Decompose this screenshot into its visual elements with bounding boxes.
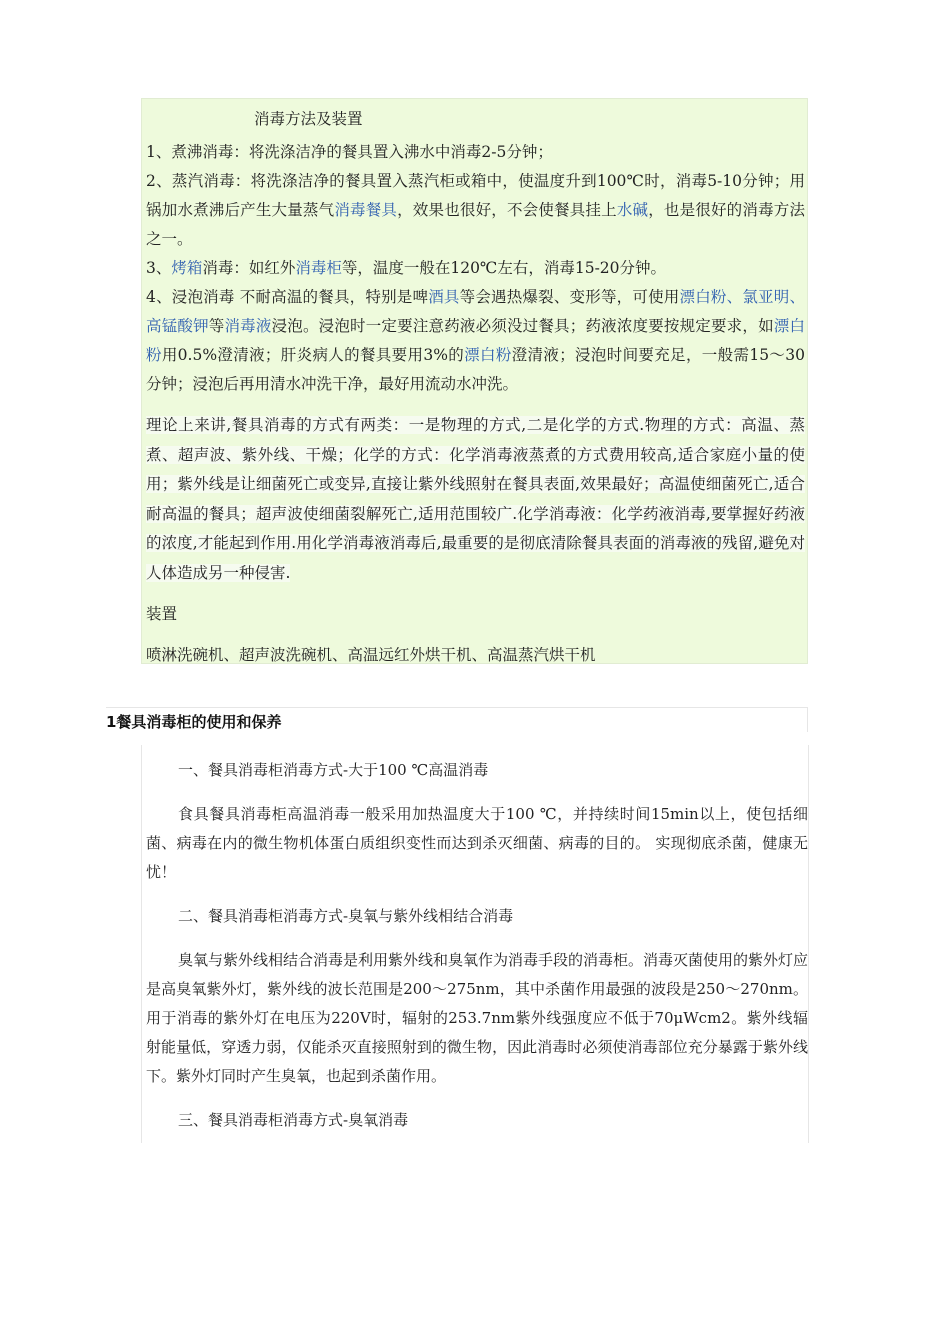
link-potassium-permanganate[interactable]: 高锰酸钾	[146, 317, 209, 335]
method-item	[146, 254, 805, 283]
link-oven[interactable]: 烤箱	[171, 259, 203, 277]
paragraph-high-temp: 食具餐具消毒柜高温消毒一般采用加热温度大于100 ℃，并持续时间15min以上，使包括细菌、病毒在内的微生物机体蛋白质组织变性而达到杀灭细菌、病毒的目的。 实现彻底杀菌，健康无忧！	[146, 805, 808, 881]
text-run: 消毒：如红外	[202, 259, 296, 277]
link-bleach-powder[interactable]: 漂白粉	[679, 288, 727, 306]
subheading-high-temp: 一、餐具消毒柜消毒方式-大于100 ℃高温消毒	[178, 761, 489, 779]
link-wine-ware[interactable]: 酒具	[428, 288, 460, 306]
equipment-list: 喷淋洗碗机、超声波洗碗机、高温远红外烘干机、高温蒸汽烘干机	[146, 646, 596, 664]
text-run: 等，温度一般在120℃左右，消毒15-20分钟。	[341, 259, 667, 277]
paragraph-ozone-uv: 臭氧与紫外线相结合消毒是利用紫外线和臭氧作为消毒手段的消毒柜。消毒灭菌使用的紫外灯应是高臭氧紫外灯，紫外线的波长范围是200～275nm，其中杀菌作用最强的波段是250～270nm。用于消毒的紫外灯在电压为220V时，辐射的253.7nm紫外线强度应不低于70μWcm2。紫外线辐射能量低，穿透力弱，仅能杀灭直接照射到的微生物，因此消毒时必须使消毒部位充分暴露于紫外线下。紫外灯同时产生臭氧，也起到杀菌作用。	[146, 951, 809, 1085]
text-run: 澄清液；浸泡时间要充足，一般需15～30分钟；浸泡后再用清水冲洗干净，最好用流动水冲洗。	[146, 346, 805, 393]
equipment-heading: 装置	[146, 605, 178, 623]
method-item	[146, 283, 805, 399]
link-bleach-powder[interactable]: 漂白粉	[464, 346, 512, 364]
text-run: 1、煮沸消毒：将洗涤洁净的餐具置入沸水中消毒2-5分钟；	[146, 143, 553, 161]
text-run: 2、蒸汽消毒：将洗涤洁净的餐具置入蒸汽柜或箱中，使温度升到100℃时，消毒5-10分钟；用锅加水煮沸后产生大量蒸气	[146, 172, 805, 219]
text-run: ，效果也很好，不会使餐具挂上	[397, 201, 617, 219]
text-run: 浸泡。浸泡时一定要注意药液必须没过餐具；药液浓度要按规定要求，如	[271, 317, 774, 335]
text-run: 用0.5%澄清液；肝炎病人的餐具要用3%的	[161, 346, 465, 364]
method-list	[142, 138, 807, 399]
text-run: ，也是很好的消毒方法之一。	[146, 201, 805, 248]
link-bleach-powder[interactable]: 漂白粉	[146, 317, 805, 364]
theory-text: 理论上来讲,餐具消毒的方式有两类：一是物理的方式,二是化学的方式.物理的方式：高温、蒸煮、超声波、紫外线、干燥；化学的方式：化学消毒液蒸煮的方式费用较高,适合家庭小量的使用；紫外线是让细菌死亡或变异,直接让紫外线照射在餐具表面,效果最好；高温使细菌死亡,适合耐高温的餐具；超声波使细菌裂解死亡,适用范围较广.化学消毒液：化学药液消毒,要掌握好药液的浓度,才能起到作用.用化学消毒液消毒后,最重要的是彻底清除餐具表面的消毒液的残留,避免对人体造成另一种侵害.	[146, 416, 805, 582]
text-run: 4、浸泡消毒 不耐高温的餐具，特别是啤	[146, 288, 429, 306]
link-separator: 、	[726, 288, 743, 306]
method-item	[146, 167, 805, 254]
text-run: 等	[208, 317, 225, 335]
subheading-ozone-uv: 二、餐具消毒柜消毒方式-臭氧与紫外线相结合消毒	[178, 907, 514, 925]
method-item	[146, 138, 805, 167]
cabinet-usage-block	[141, 745, 809, 1143]
link-disinfect-tableware[interactable]: 消毒餐具	[334, 201, 398, 219]
subheading-ozone: 三、餐具消毒柜消毒方式-臭氧消毒	[178, 1111, 409, 1129]
section-heading: 1餐具消毒柜的使用和保养	[106, 707, 808, 732]
link-chloramine[interactable]: 氯亚明	[742, 288, 790, 306]
link-disinfection-cabinet[interactable]: 消毒柜	[295, 259, 342, 277]
disinfection-methods-block	[141, 98, 808, 664]
theory-paragraph	[142, 411, 807, 588]
link-water-scale[interactable]: 水碱	[616, 201, 649, 219]
link-separator: 、	[789, 288, 805, 306]
block-title: 消毒方法及装置	[254, 110, 363, 128]
text-run: 3、	[146, 259, 172, 277]
text-run: 等会遇热爆裂、变形等，可使用	[459, 288, 680, 306]
link-disinfectant[interactable]: 消毒液	[224, 317, 272, 335]
